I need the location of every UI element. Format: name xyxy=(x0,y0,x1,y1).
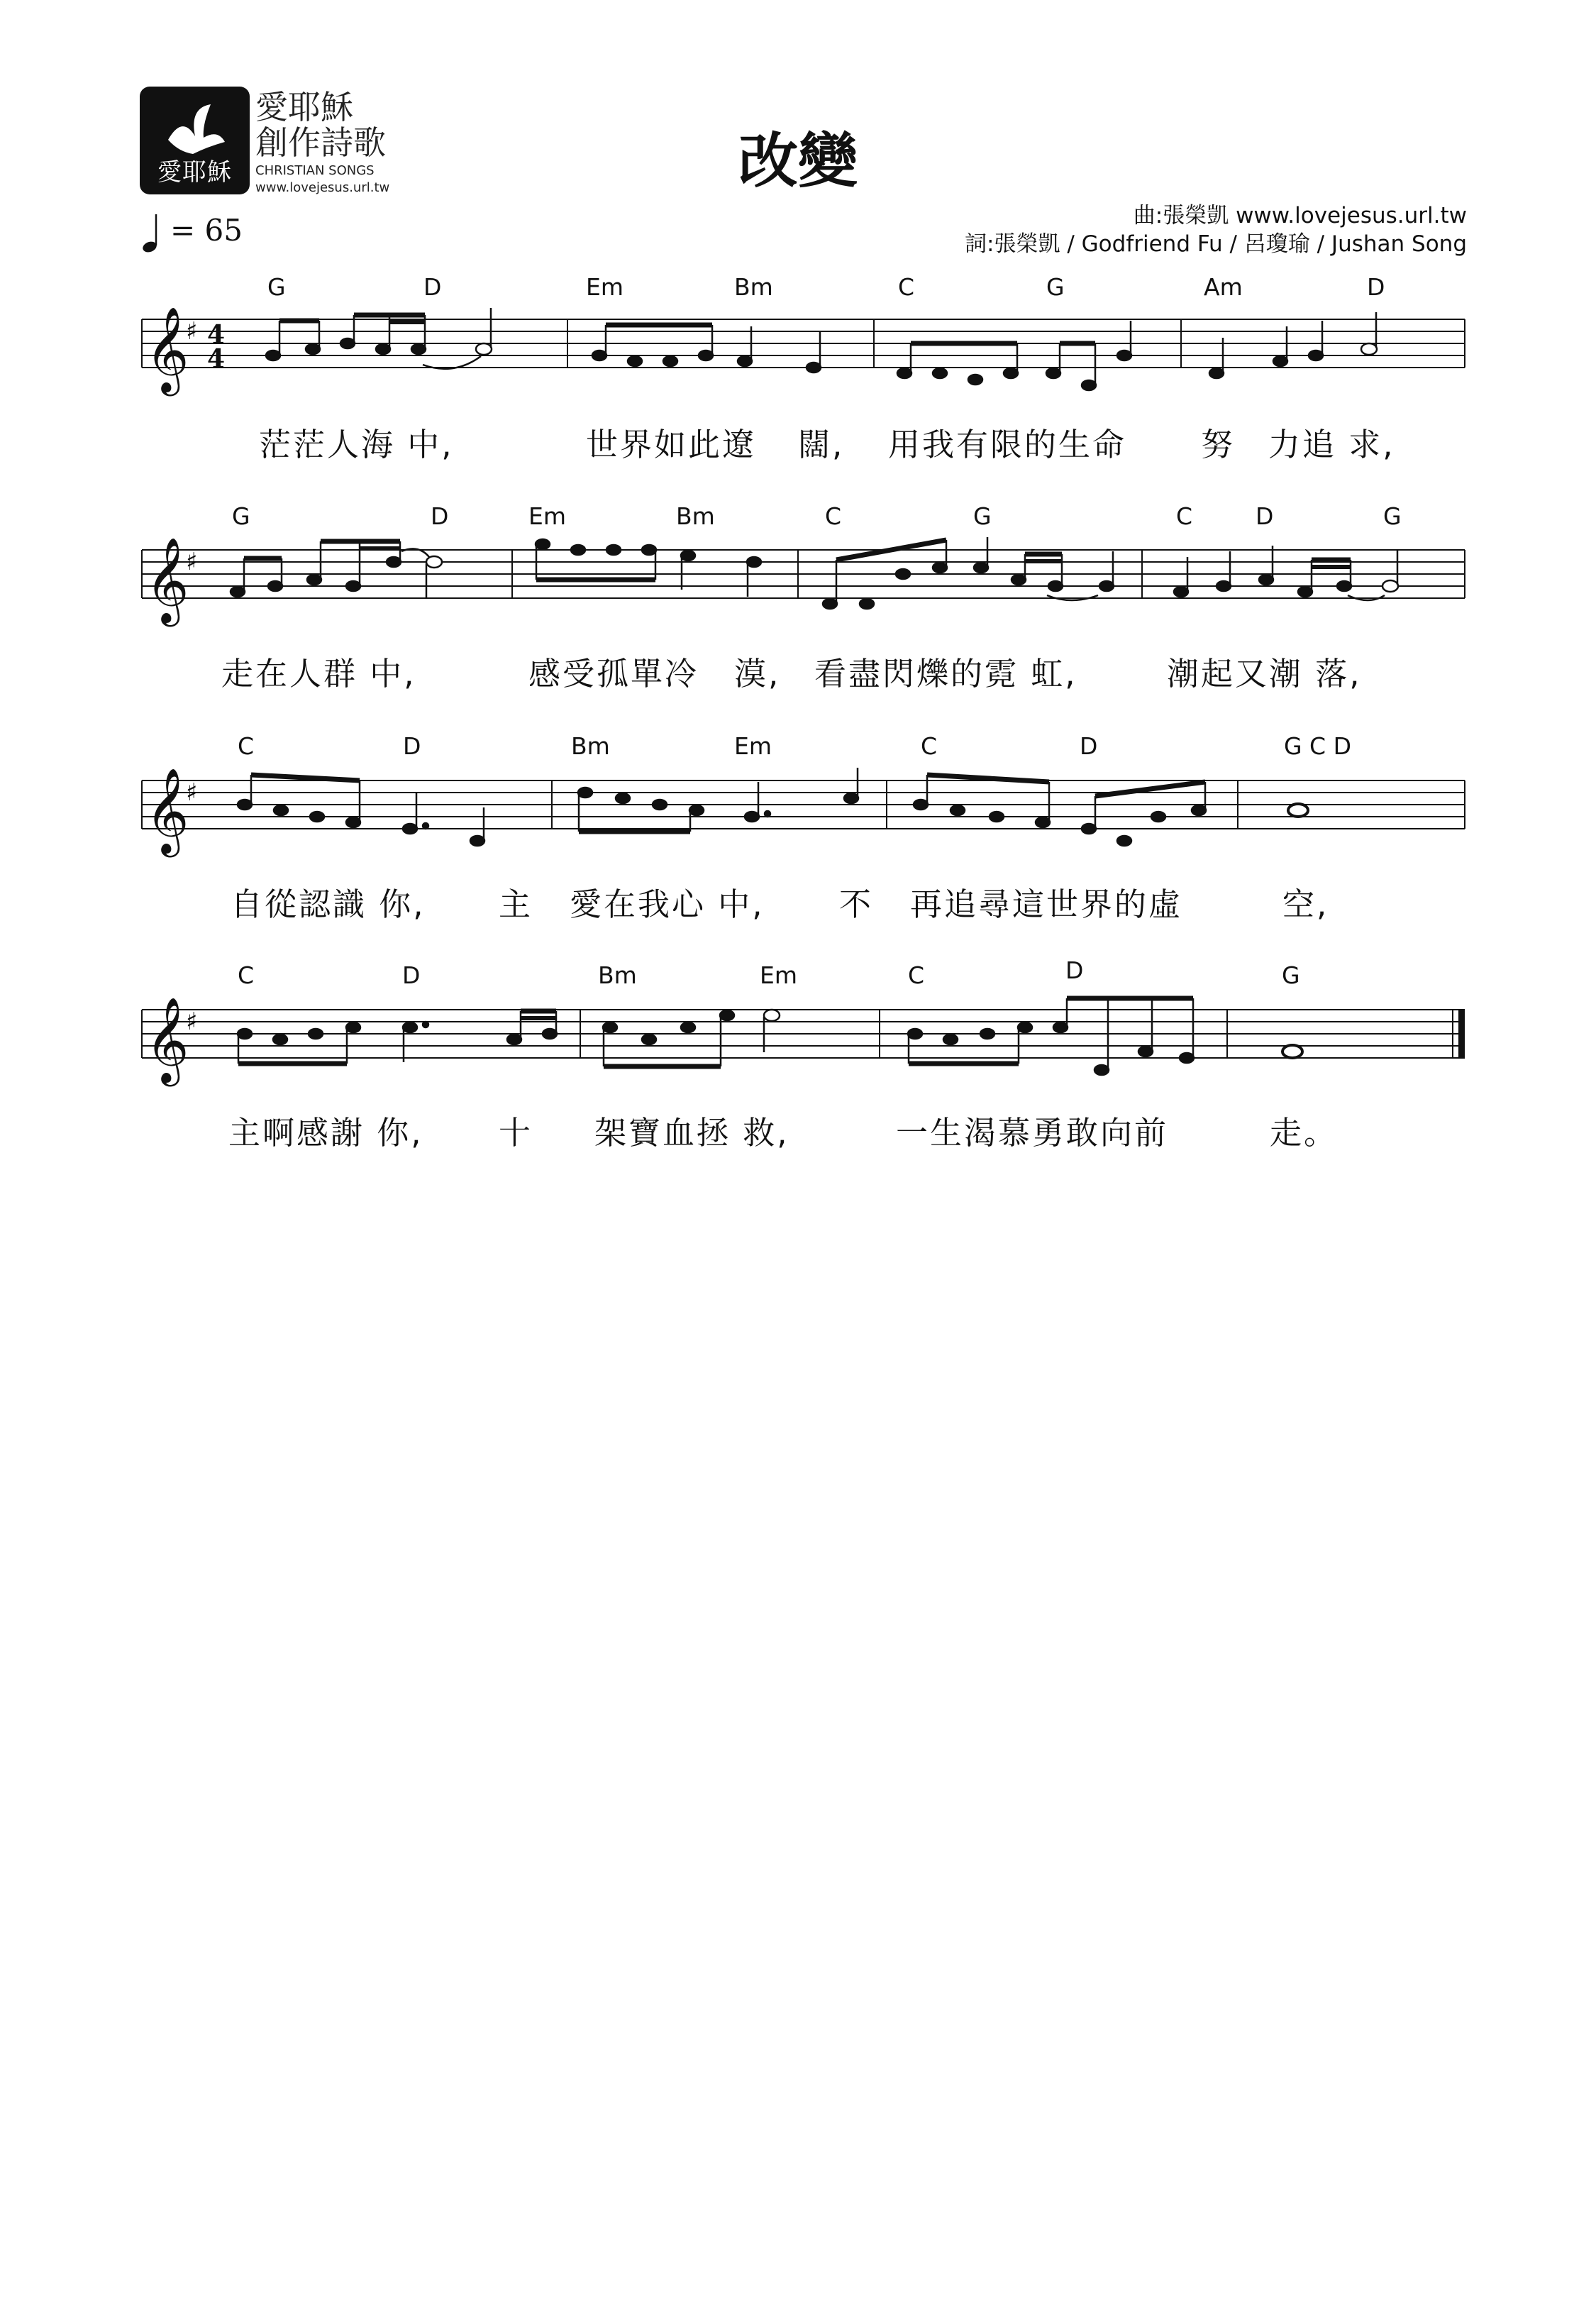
chord-label: D xyxy=(1080,732,1098,760)
lyric-text: 感受孤單冷 xyxy=(528,655,699,693)
note xyxy=(1337,581,1351,591)
lyric-text: 愛在我心 中, xyxy=(570,886,765,923)
note xyxy=(860,599,874,609)
note xyxy=(306,344,320,354)
note xyxy=(266,351,280,360)
note xyxy=(908,1029,922,1039)
note xyxy=(470,836,484,846)
note xyxy=(411,344,426,354)
note xyxy=(968,375,982,385)
note xyxy=(403,824,417,834)
chord-label: Bm xyxy=(598,961,637,989)
logo-subtitle: 創作詩歌 xyxy=(255,123,386,162)
lyric-text: 架寶血拯 救, xyxy=(594,1114,789,1152)
note xyxy=(764,1010,780,1021)
lyric-text: 茫茫人海 中, xyxy=(259,426,454,463)
note xyxy=(346,581,360,591)
note xyxy=(274,805,288,815)
chord-label: D xyxy=(1367,273,1385,301)
lyric-text: 十 xyxy=(499,1114,533,1152)
note xyxy=(642,1035,656,1044)
tempo-value: = 65 xyxy=(170,213,243,248)
treble-clef-icon: 𝄞 xyxy=(145,767,189,854)
note xyxy=(273,1035,287,1044)
note xyxy=(426,556,442,568)
note xyxy=(1217,581,1231,591)
note xyxy=(340,338,355,348)
note xyxy=(1309,351,1323,360)
chord-label: C xyxy=(921,732,938,760)
note xyxy=(823,599,837,609)
lyric-text: 漠, xyxy=(734,655,781,693)
lyric-text: 主啊感謝 你, xyxy=(228,1114,423,1152)
note xyxy=(1117,351,1131,360)
note xyxy=(1036,817,1050,827)
note xyxy=(747,557,761,567)
note xyxy=(897,368,911,378)
lyric-text: 走在人群 中, xyxy=(221,655,416,693)
lyric-text: 用我有限的生命 xyxy=(888,426,1127,463)
sharp-icon: ♯ xyxy=(186,778,198,807)
note xyxy=(844,793,858,803)
chord-label: Em xyxy=(760,961,797,989)
note xyxy=(616,793,630,803)
note xyxy=(628,356,642,366)
logo-name: 愛耶穌 xyxy=(255,88,353,126)
chord-label: D xyxy=(1065,956,1084,984)
time-signature-top: 4 xyxy=(207,320,226,350)
lyric-text: 努 xyxy=(1201,426,1236,463)
lyric-text: 潮起又潮 落, xyxy=(1167,655,1362,693)
lyric-text: 看盡閃爍的霓 虹, xyxy=(814,655,1077,693)
lyric-text: 一生渴慕勇敢向前 xyxy=(896,1114,1169,1152)
note xyxy=(571,545,585,555)
note xyxy=(1099,581,1114,591)
chord-label: D xyxy=(1256,502,1274,530)
note xyxy=(1004,368,1018,378)
note xyxy=(309,1029,323,1039)
lyric-text: 世界如此遼 xyxy=(586,426,757,463)
chord-label: C xyxy=(908,961,925,989)
note xyxy=(1012,575,1026,585)
note xyxy=(653,800,667,810)
note xyxy=(1273,356,1287,366)
music-credit: 曲:張榮凱 www.lovejesus.url.tw xyxy=(1133,203,1467,228)
chord-label: C xyxy=(1176,502,1193,530)
note xyxy=(1180,1053,1194,1063)
chord-label: G xyxy=(267,273,286,301)
sharp-icon: ♯ xyxy=(186,548,198,576)
note xyxy=(1018,1022,1032,1032)
note xyxy=(606,545,621,555)
lyric-text: 闊, xyxy=(798,426,845,463)
note xyxy=(980,1029,994,1039)
treble-clef-icon: 𝄞 xyxy=(145,996,189,1083)
note xyxy=(951,805,965,815)
lyric-text: 主 xyxy=(499,886,533,923)
note xyxy=(536,539,550,549)
note xyxy=(1082,380,1096,390)
note xyxy=(1082,824,1096,834)
treble-clef-icon: 𝄞 xyxy=(145,306,189,392)
note xyxy=(238,1029,252,1039)
time-signature-bottom: 4 xyxy=(207,344,226,374)
note xyxy=(507,1035,521,1044)
note xyxy=(720,1010,734,1020)
note xyxy=(1209,368,1224,378)
quarter-note-icon xyxy=(142,213,163,255)
note xyxy=(307,575,321,585)
note xyxy=(1095,1065,1109,1075)
chord-label: Em xyxy=(586,273,624,301)
note xyxy=(1298,587,1312,597)
note xyxy=(238,800,252,810)
note xyxy=(914,800,928,810)
chord-label: D xyxy=(402,961,421,989)
note xyxy=(745,812,759,822)
logo-english: CHRISTIAN SONGS xyxy=(255,163,375,178)
note xyxy=(403,1022,417,1032)
sharp-icon: ♯ xyxy=(186,317,198,346)
note xyxy=(699,351,713,360)
note xyxy=(642,545,656,555)
note xyxy=(268,581,282,591)
chord-label: G xyxy=(232,502,250,530)
note xyxy=(1151,812,1165,822)
lyrics-credit: 詞:張榮凱 / Godfriend Fu / 呂瓊瑜 / Jushan Song xyxy=(965,231,1467,257)
staff-system-3 xyxy=(0,766,1596,873)
note xyxy=(896,569,910,579)
chord-label: D xyxy=(423,273,442,301)
note xyxy=(476,343,492,355)
note xyxy=(1138,1047,1153,1057)
lyric-text: 再追尋這世界的虛 xyxy=(910,886,1183,923)
note xyxy=(376,344,390,354)
lyric-text: 空, xyxy=(1282,886,1329,923)
lyric-text: 力追 求, xyxy=(1268,426,1395,463)
note xyxy=(689,805,704,815)
note xyxy=(990,812,1004,822)
logo-badge-label: 愛耶穌 xyxy=(157,158,232,187)
note xyxy=(1361,343,1377,355)
note xyxy=(974,563,988,573)
note xyxy=(663,356,677,366)
chord-label: G xyxy=(1282,961,1300,989)
note xyxy=(1046,368,1060,378)
lyric-text: 不 xyxy=(839,886,874,923)
chord-label: Bm xyxy=(571,732,610,760)
note xyxy=(310,812,324,822)
chord-label: Em xyxy=(528,502,566,530)
note xyxy=(1288,804,1308,817)
note xyxy=(578,788,592,798)
staff-system-4 xyxy=(0,995,1596,1102)
note xyxy=(1192,805,1206,815)
song-title: 改變 xyxy=(738,126,858,196)
note xyxy=(543,1029,557,1039)
chord-label: G xyxy=(1383,502,1402,530)
note xyxy=(933,368,947,378)
note xyxy=(346,1022,360,1032)
chord-label: Bm xyxy=(676,502,715,530)
chord-label: C xyxy=(238,732,255,760)
note xyxy=(346,817,360,827)
chord-label: C xyxy=(825,502,842,530)
chord-label: D xyxy=(431,502,449,530)
note xyxy=(1174,587,1188,597)
note xyxy=(1382,580,1398,592)
note xyxy=(681,1022,695,1032)
note xyxy=(807,363,821,373)
chord-label: G xyxy=(1046,273,1065,301)
note xyxy=(1282,1045,1302,1058)
note xyxy=(933,563,947,573)
chord-label: C xyxy=(238,961,255,989)
lyric-text: 走。 xyxy=(1270,1114,1339,1152)
chord-label: D xyxy=(403,732,421,760)
note xyxy=(1053,1022,1068,1032)
note xyxy=(1259,575,1273,585)
chord-label: C xyxy=(898,273,915,301)
note xyxy=(592,351,606,360)
chord-label: Bm xyxy=(734,273,773,301)
treble-clef-icon: 𝄞 xyxy=(145,536,189,623)
chord-label: G C D xyxy=(1284,732,1352,760)
note xyxy=(1117,836,1131,846)
note xyxy=(943,1035,958,1044)
staff-system-1 xyxy=(0,305,1596,412)
note xyxy=(231,587,245,597)
chord-label: Em xyxy=(734,732,772,760)
logo-url: www.lovejesus.url.tw xyxy=(255,180,390,195)
sharp-icon: ♯ xyxy=(186,1008,198,1036)
chord-label: Am xyxy=(1204,273,1243,301)
note xyxy=(1048,581,1063,591)
lyric-text: 自從認識 你, xyxy=(231,886,426,923)
final-barline xyxy=(1458,1010,1465,1058)
chord-label: G xyxy=(973,502,992,530)
note xyxy=(681,551,695,561)
note xyxy=(603,1022,617,1032)
note xyxy=(387,557,401,567)
note xyxy=(738,356,752,366)
staff-system-2 xyxy=(0,536,1596,642)
